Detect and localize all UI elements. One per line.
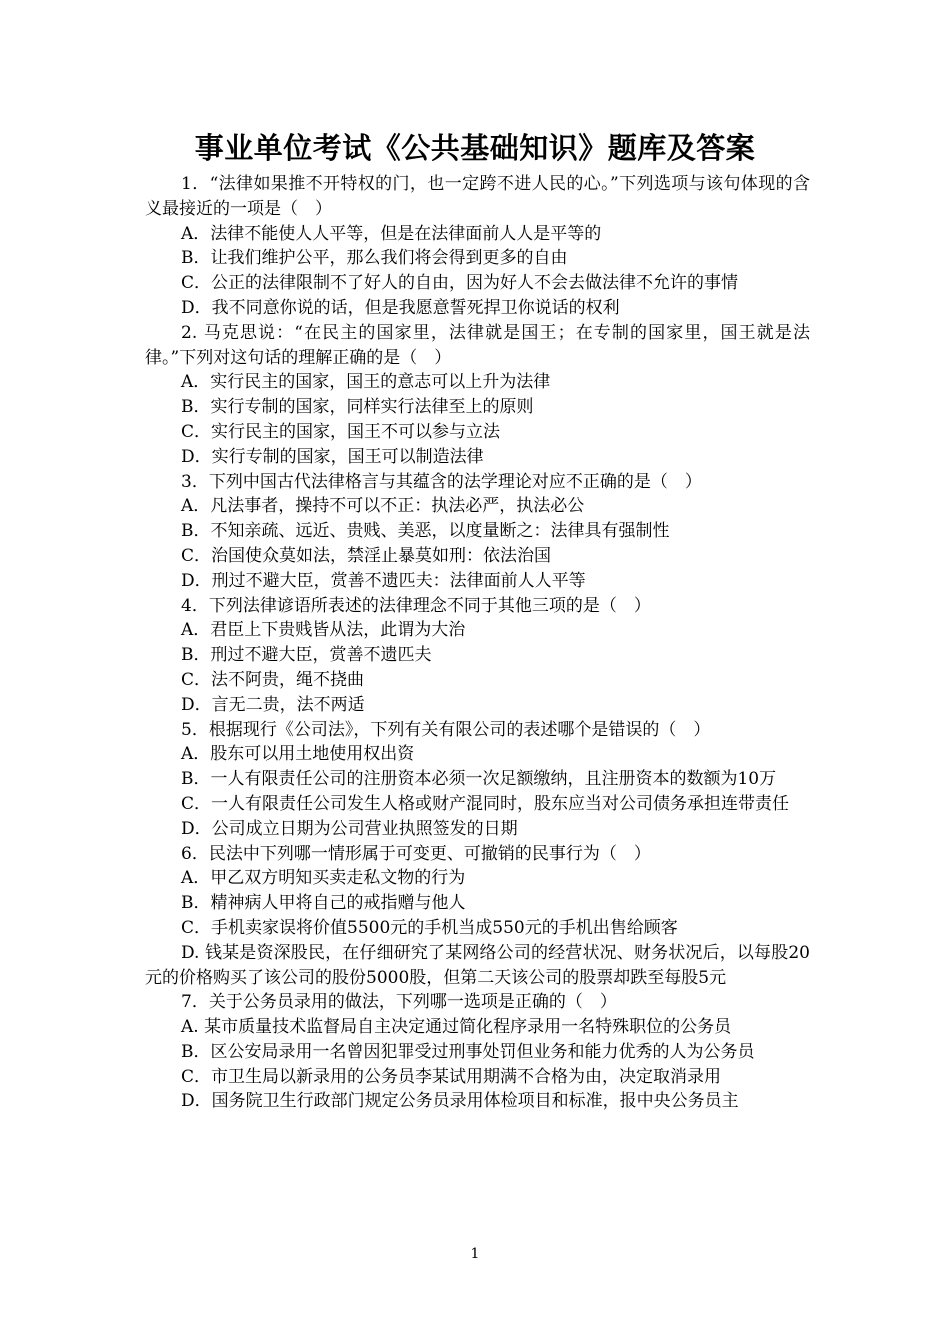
question-3-option-b: B．不知亲疏、远近、贵贱、美恶，以度量断之：法律具有强制性 xyxy=(181,521,670,542)
question-4-option-b: B．刑过不避大臣，赏善不遗匹夫 xyxy=(181,645,432,666)
question-6-option-d: D. 钱某是资深股民，在仔细研究了某网络公司的经营状况、财务状况后，以每股20元的价格购买了该公司的股份5000股，但第二天该公司的股票却跌至每股5元 xyxy=(145,942,810,988)
question-4-stem: 4．下列法律谚语所表述的法律理念不同于其他三项的是（ ） xyxy=(181,595,651,616)
question-4-option-c: C．法不阿贵，绳不挠曲 xyxy=(181,669,365,690)
question-1-stem: 1．“法律如果推不开特权的门，也一定跨不进人民的心。”下列选项与该句体现的含义最接近的一项是（ ） xyxy=(145,174,810,219)
question-6-option-b: B．精神病人甲将自己的戒指赠与他人 xyxy=(181,893,466,914)
question-6-option-a: A．甲乙双方明知买卖走私文物的行为 xyxy=(181,868,466,889)
question-5-option-c: C．一人有限责任公司发生人格或财产混同时，股东应当对公司债务承担连带责任 xyxy=(181,793,790,814)
question-6-stem: 6．民法中下列哪一情形属于可变更、可撤销的民事行为（ ） xyxy=(181,843,651,864)
question-3-option-d: D．刑过不避大臣，赏善不遗匹夫：法律面前人人平等 xyxy=(181,570,586,591)
question-7-option-a: A. 某市质量技术监督局自主决定通过简化程序录用一名特殊职位的公务员 xyxy=(181,1017,732,1038)
question-2-option-b: B．实行专制的国家，同样实行法律至上的原则 xyxy=(181,397,534,418)
question-3-option-a: A．凡法事者，操持不可以不正：执法必严，执法必公 xyxy=(181,496,585,517)
question-7-option-c: C．市卫生局以新录用的公务员李某试用期满不合格为由，决定取消录用 xyxy=(181,1066,722,1087)
question-2-option-c: C．实行民主的国家，国王不可以参与立法 xyxy=(181,421,501,442)
document-body xyxy=(145,172,810,1114)
question-1-option-b: B．让我们维护公平，那么我们将会得到更多的自由 xyxy=(181,248,568,269)
question-5-option-a: A．股东可以用土地使用权出资 xyxy=(181,744,415,765)
question-2-option-d: D．实行专制的国家，国王可以制造法律 xyxy=(181,446,484,467)
question-5-stem: 5．根据现行《公司法》，下列有关有限公司的表述哪个是错误的（ ） xyxy=(181,719,711,740)
question-6-option-c: C．手机卖家误将价值5500元的手机当成550元的手机出售给顾客 xyxy=(181,917,678,938)
page-number: 1 xyxy=(470,1246,480,1262)
question-4-option-d: D．言无二贵，法不两适 xyxy=(181,694,365,715)
question-7-option-b: B．区公安局录用一名曾因犯罪受过刑事处罚但业务和能力优秀的人为公务员 xyxy=(181,1041,755,1062)
question-4-option-a: A．君臣上下贵贱皆从法，此谓为大治 xyxy=(181,620,466,641)
question-7-option-d: D．国务院卫生行政部门规定公务员录用体检项目和标准，报中央公务员主 xyxy=(181,1091,739,1112)
question-2-option-a: A．实行民主的国家，国王的意志可以上升为法律 xyxy=(181,372,551,393)
question-1-option-a: A．法律不能使人人平等，但是在法律面前人人是平等的 xyxy=(181,223,602,244)
question-1-option-c: C．公正的法律限制不了好人的自由，因为好人不会去做法律不允许的事情 xyxy=(181,273,739,294)
document-title: 事业单位考试《公共基础知识》题库及答案 xyxy=(194,131,756,165)
question-5-option-d: D．公司成立日期为公司营业执照签发的日期 xyxy=(181,818,518,839)
question-1-option-d: D．我不同意你说的话，但是我愿意誓死捍卫你说话的权利 xyxy=(181,297,620,318)
question-7-stem: 7．关于公务员录用的做法，下列哪一选项是正确的（ ） xyxy=(181,992,617,1013)
question-5-option-b: B．一人有限责任公司的注册资本必须一次足额缴纳，且注册资本的数额为10万 xyxy=(181,769,777,790)
question-2-stem: 2. 马克思说：“在民主的国家里，法律就是国王；在专制的国家里，国王就是法律。”下列对这句话的理解正确的是（ ） xyxy=(145,322,810,368)
question-3-option-c: C．治国使众莫如法，禁淫止暴莫如刑：依法治国 xyxy=(181,545,552,566)
question-3-stem: 3．下列中国古代法律格言与其蕴含的法学理论对应不正确的是（ ） xyxy=(181,471,702,492)
